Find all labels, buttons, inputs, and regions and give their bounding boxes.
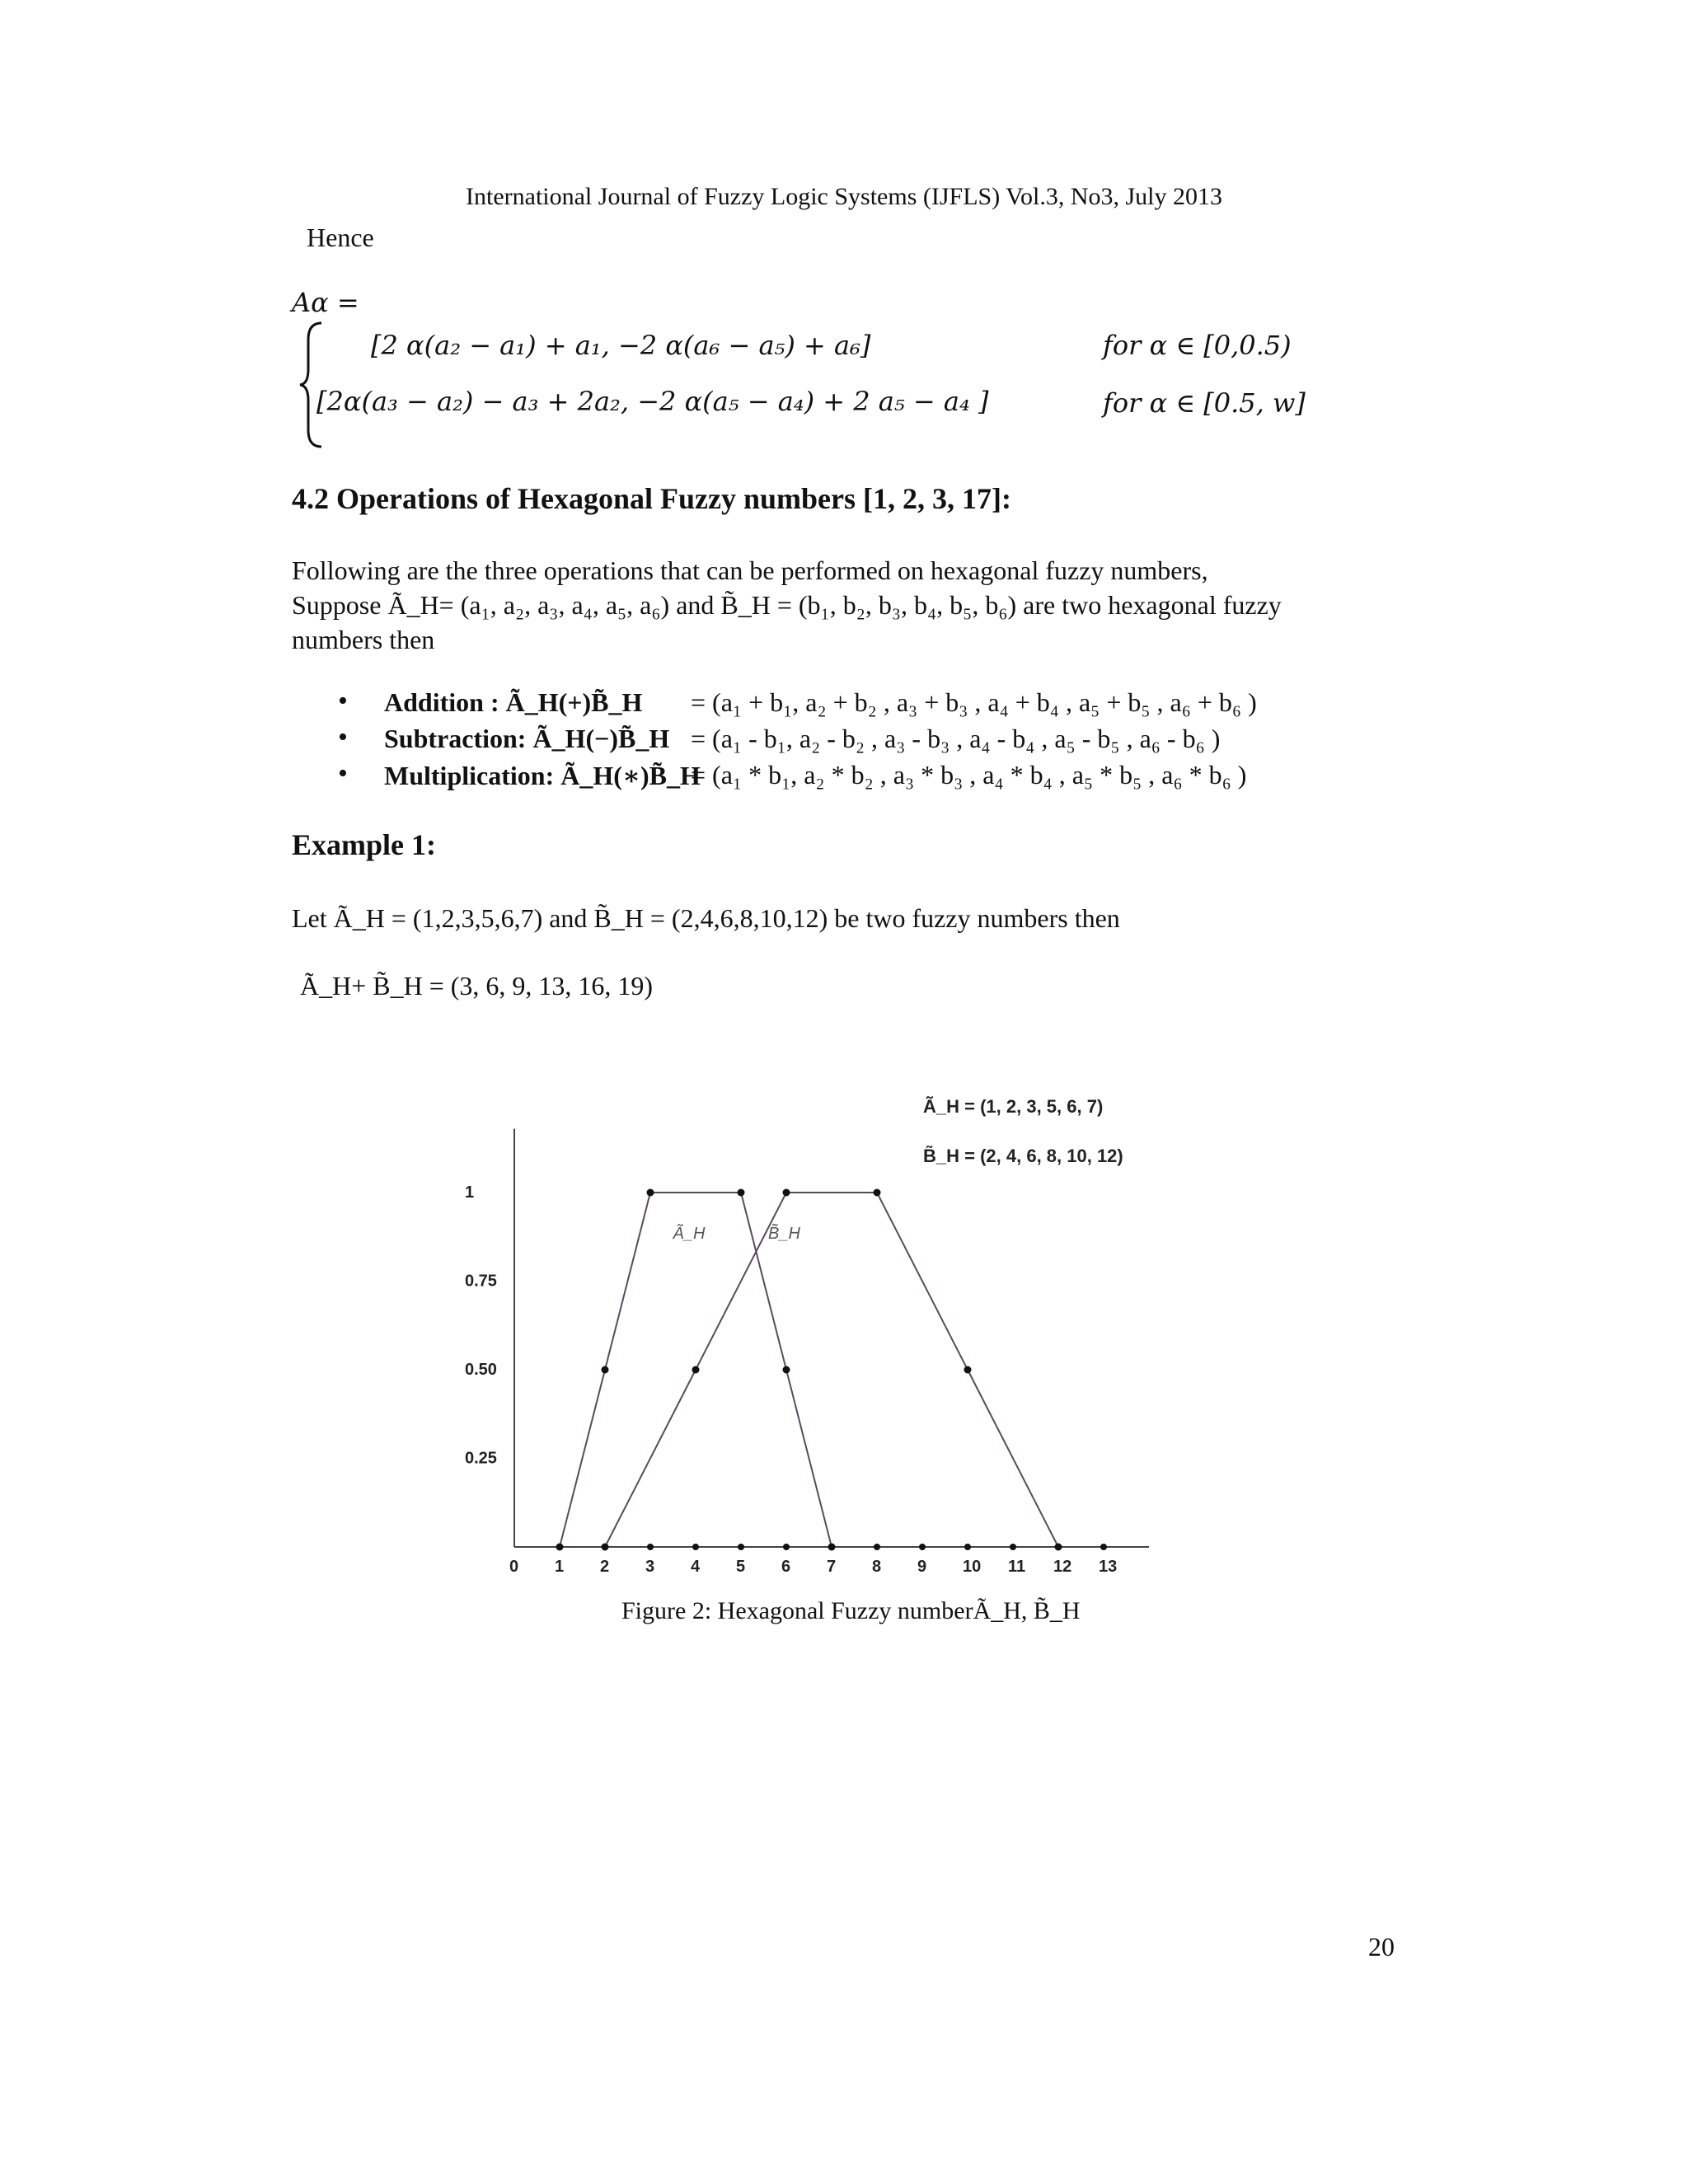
x-tick-label: 2	[600, 1558, 610, 1576]
data-point	[692, 1366, 700, 1374]
page-number: 20	[1368, 1932, 1395, 1961]
intro-line-3: numbers then	[292, 625, 435, 654]
axis-dot	[1055, 1544, 1062, 1550]
intro-line-1: Following are the three operations that can be performed on hexagonal fuzzy numbers,	[292, 555, 1208, 585]
x-tick-label: 12	[1053, 1558, 1072, 1576]
axis-dot	[556, 1544, 563, 1550]
data-point	[964, 1366, 972, 1374]
x-tick-label: 13	[1099, 1558, 1118, 1576]
series-label: B̃_H	[768, 1224, 800, 1243]
series-line-1	[605, 1193, 1058, 1547]
example-result: Ã_H+ B̃_H = (3, 6, 9, 13, 16, 19)	[300, 971, 654, 1001]
axis-dot	[828, 1544, 835, 1550]
x-tick-label: 1	[555, 1558, 565, 1576]
y-tick-label: 0.75	[465, 1272, 497, 1291]
axis-dot	[647, 1544, 654, 1550]
section-heading: 4.2 Operations of Hexagonal Fuzzy numbers [1, 2, 3, 17]:	[292, 482, 1011, 515]
data-point	[647, 1189, 654, 1197]
axis-dot	[1100, 1544, 1107, 1550]
alpha-cut-row1-condition: for α ∈ [0,0.5)	[1103, 330, 1292, 361]
alpha-cut-row2-condition: for α ∈ [0.5, w]	[1103, 387, 1306, 419]
bullet-icon: •	[338, 758, 348, 789]
x-tick-label: 9	[917, 1558, 927, 1576]
x-tick-label: 0	[509, 1558, 519, 1576]
alpha-cut-lhs: Aα =	[292, 287, 359, 318]
operations-list	[338, 687, 1409, 803]
bullet-icon: •	[338, 686, 348, 716]
alpha-cut-row2: [2α(a₃ − a₂) − a₃ + 2a₂, −2 α(a₅ − a₄) + 2 a₅ − a₄ ]	[316, 386, 989, 417]
operation-value: = (a₁ + b₁, a₂ + b₂ , a₃ + b₃ , a₄ + b₄ , a₅ + b₅ , a₆ + b₆ )	[691, 687, 1257, 717]
y-tick-label: 0.50	[465, 1361, 497, 1379]
operation-value: = (a₁ - b₁, a₂ - b₂ , a₃ - b₃ , a₄ - b₄ , a₅ - b₅ , a₆ - b₆ )	[691, 724, 1221, 753]
operation-label: Subtraction: Ã_H(−)B̃_H	[384, 724, 670, 753]
chart-annotation-a: Ã_H = (1, 2, 3, 5, 6, 7)	[923, 1096, 1104, 1117]
y-tick-label: 1	[465, 1183, 475, 1202]
axis-dot	[602, 1544, 608, 1550]
axis-dot	[874, 1544, 880, 1550]
example-heading: Example 1:	[292, 828, 436, 861]
data-point	[783, 1189, 790, 1197]
alpha-cut-row1: [2 α(a₂ − a₁) + a₁, −2 α(a₆ − a₅) + a₆]	[371, 330, 871, 361]
x-tick-label: 11	[1008, 1558, 1026, 1576]
x-tick-label: 10	[963, 1558, 982, 1576]
x-tick-label: 7	[827, 1558, 837, 1576]
x-tick-label: 4	[691, 1558, 701, 1576]
example-statement: Let Ã_H = (1,2,3,5,6,7) and B̃_H = (2,4,6,8,10,12) be two fuzzy numbers then	[292, 903, 1120, 933]
hence-text: Hence	[307, 223, 374, 252]
axis-dot	[783, 1544, 790, 1550]
y-tick-label: 0.25	[465, 1449, 497, 1468]
running-header: International Journal of Fuzzy Logic Systems (IJFLS) Vol.3, No3, July 2013	[466, 183, 1222, 210]
axis-dot	[919, 1544, 926, 1550]
hexagonal-fuzzy-chart	[462, 1080, 1236, 1591]
x-tick-label: 3	[645, 1558, 655, 1576]
bullet-icon: •	[338, 722, 348, 752]
left-brace-icon	[297, 320, 330, 450]
intro-line-2: Suppose Ã_H= (a₁, a₂, a₃, a₄, a₅, a₆) and B̃_H = (b₁, b₂, b₃, b₄, b₅, b₆) are two hexagonal fuzzy	[292, 590, 1282, 620]
operation-label: Addition : Ã_H(+)B̃_H	[384, 687, 643, 717]
x-tick-label: 6	[781, 1558, 791, 1576]
data-point	[602, 1366, 609, 1374]
x-tick-label: 8	[872, 1558, 882, 1576]
operation-value: = (a₁ * b₁, a₂ * b₂ , a₃ * b₃ , a₄ * b₄ , a₅ * b₅ , a₆ * b₆ )	[691, 760, 1247, 790]
series-label: Ã_H	[673, 1224, 706, 1243]
operation-label: Multiplication: Ã_H(∗)B̃_H	[384, 761, 701, 790]
axis-dot	[1010, 1544, 1016, 1550]
data-point	[783, 1366, 790, 1374]
data-point	[874, 1189, 881, 1197]
chart-annotation-b: B̃_H = (2, 4, 6, 8, 10, 12)	[923, 1146, 1123, 1166]
axis-dot	[738, 1544, 744, 1550]
axis-dot	[692, 1544, 699, 1550]
figure-caption: Figure 2: Hexagonal Fuzzy numberÃ_H, B̃_H	[621, 1597, 1081, 1624]
x-tick-label: 5	[736, 1558, 746, 1576]
axis-dot	[964, 1544, 971, 1550]
data-point	[738, 1189, 745, 1197]
